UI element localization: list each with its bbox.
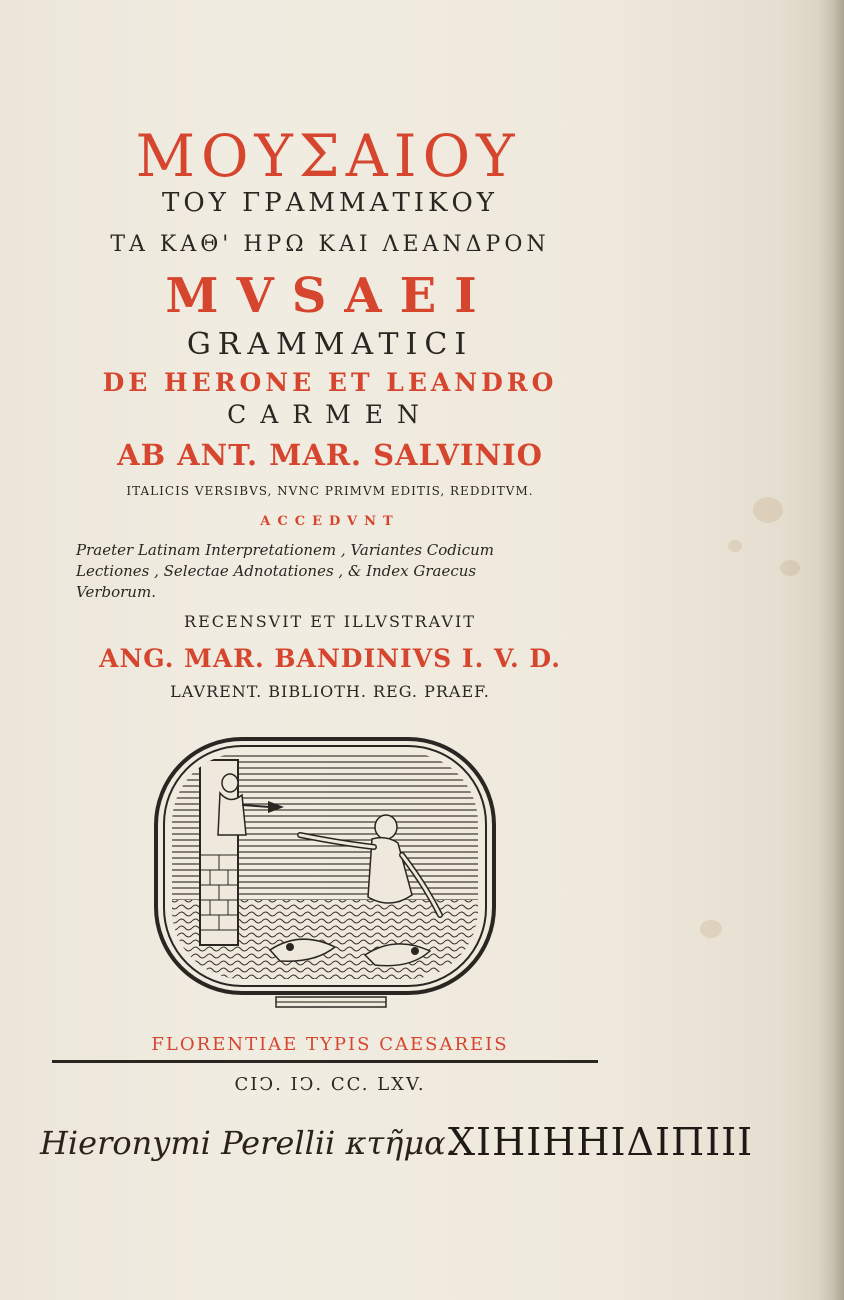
editor-title: LAVRENT. BIBLIOTH. REG. PRAEF.: [170, 682, 490, 701]
contents-line: Praeter Latinam Interpretationem , Variantes Codicum: [76, 541, 494, 559]
ownership-inscription: [40, 1118, 830, 1188]
carmen: CARMEN: [227, 400, 433, 429]
contents-line: Lectiones , Selectae Adnotationes , & Index Graecus: [76, 562, 477, 580]
editor-line: RECENSVIT ET ILLVSTRAVIT: [184, 612, 476, 631]
foxing-spot: [753, 497, 783, 523]
imprint: FLORENTIAE TYPIS CAESAREIS: [151, 1034, 509, 1055]
translation-note: ITALICIS VERSIBVS, NVNC PRIMVM EDITIS, REDDITVM.: [126, 484, 534, 498]
contents-line: Verborum.: [76, 583, 156, 601]
latin-author: MVSAEI: [165, 268, 495, 324]
inscription-latin: Hieronymi Perellii κτῆμα.: [40, 1124, 456, 1162]
imprint-rule: [52, 1060, 598, 1063]
page-edge-shadow: [818, 0, 844, 1300]
imprint-date: CIↃ. IↃ. CC. LXV.: [234, 1074, 426, 1095]
contents-block: [70, 540, 600, 603]
inscription-greek: ΧΙΗΙΗΗΙΔΙΠΙΙΙ: [448, 1120, 754, 1164]
hero-leander-woodcut: [150, 735, 500, 1020]
greek-title: ΤΑ ΚΑΘ' ΗΡΩ ΚΑΙ ΛΕΑΝΔΡΟΝ: [110, 232, 550, 257]
translator: AB ANT. MAR. SALVINIO: [117, 438, 543, 472]
latin-title: DE HERONE ET LEANDRO: [102, 368, 558, 397]
greek-subtitle: ΤΟΥ ΓΡΑΜΜΑΤΙΚΟΥ: [162, 188, 498, 218]
accedunt: ACCEDVNT: [260, 514, 400, 529]
latin-subtitle: GRAMMATICI: [186, 327, 474, 362]
editor-name: ANG. MAR. BANDINIVS I. V. D.: [99, 644, 561, 673]
foxing-spot: [700, 920, 722, 938]
greek-author: ΜΟΥΣΑΙΟΥ: [135, 122, 521, 190]
foxing-spot: [728, 540, 742, 552]
foxing-spot: [780, 560, 800, 576]
